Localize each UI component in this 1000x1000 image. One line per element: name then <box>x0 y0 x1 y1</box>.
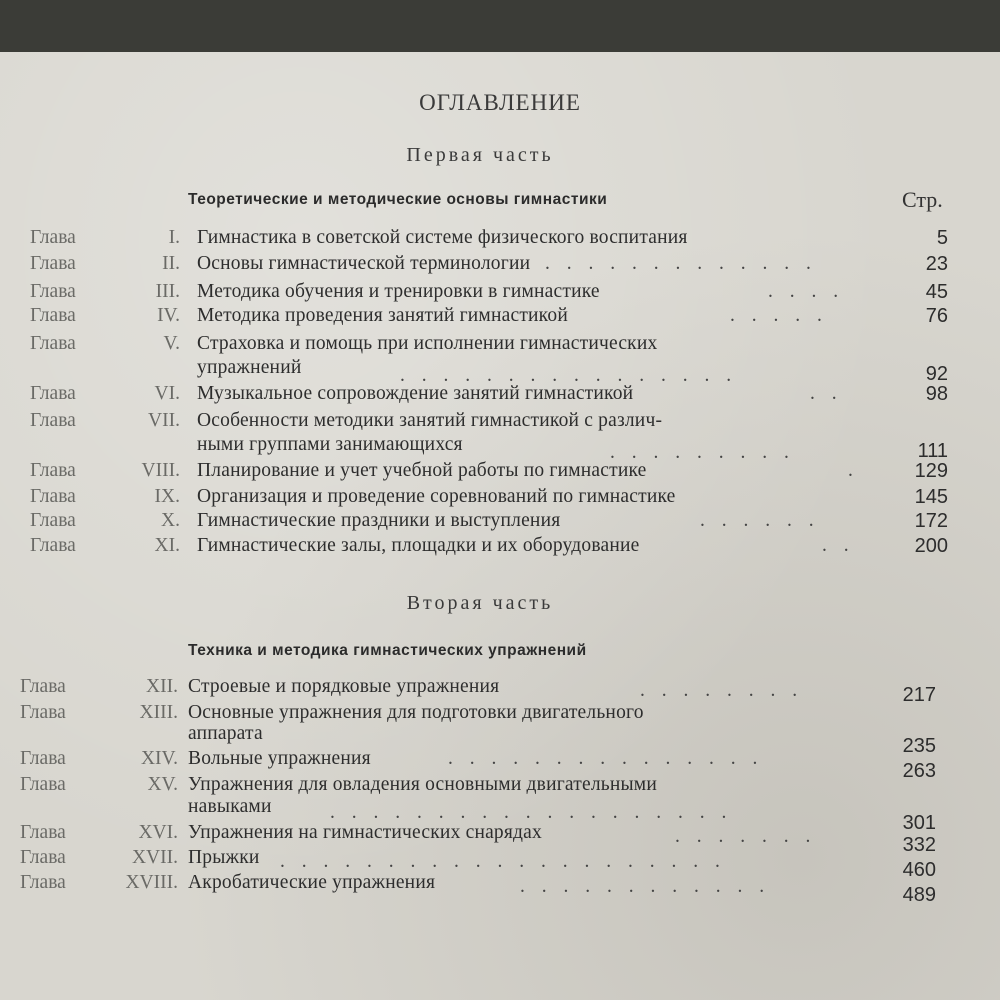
chapter-number: XIII. <box>139 702 178 723</box>
leader-dots: . <box>848 460 859 481</box>
page-number: 332 <box>902 834 936 856</box>
chapter-title: Основные упражнения для подготовки двигательного <box>188 702 644 723</box>
chapter-number: VI. <box>154 383 180 404</box>
page-number: 489 <box>902 884 936 906</box>
chapter-number: XIV. <box>140 748 178 769</box>
chapter-number: VIII. <box>141 460 180 481</box>
chapter-title: Основы гимнастической терминологии <box>197 253 531 274</box>
page-title: ОГЛАВЛЕНИЕ <box>419 90 581 115</box>
chapter-number: XVI. <box>138 822 178 843</box>
page-number: 92 <box>925 363 948 385</box>
chapter-number: IV. <box>157 305 180 326</box>
chapter-label: Глава <box>30 410 76 431</box>
page-number: 76 <box>925 305 948 327</box>
chapter-number: II. <box>162 253 180 274</box>
leader-dots: . . . . . . . . . . . . . . . . . . . . . <box>280 851 726 872</box>
leader-dots: . . . . . . . . . . . . . . . . <box>400 365 738 386</box>
chapter-label: Глава <box>20 748 66 769</box>
chapter-number: XII. <box>146 676 178 697</box>
part2-section-title: Техника и методика гимнастических упражнений <box>188 642 587 659</box>
chapter-label: Глава <box>30 510 76 531</box>
page-number: 301 <box>902 812 936 834</box>
page-number: 200 <box>914 535 948 557</box>
leader-dots: . . <box>822 535 855 556</box>
chapter-label: Глава <box>30 383 76 404</box>
leader-dots: . . . . . . . . . . . . . . . . . . . <box>330 802 733 823</box>
chapter-number: IX. <box>154 486 180 507</box>
chapter-label: Глава <box>30 460 76 481</box>
page-number: 129 <box>914 460 948 482</box>
chapter-title: Акробатические упражнения <box>188 872 436 893</box>
chapter-title: Гимнастические залы, площадки и их оборудование <box>197 535 640 556</box>
leader-dots: . . . . . . . . . <box>610 442 795 463</box>
page-column-label: Стр. <box>902 187 943 212</box>
chapter-label: Глава <box>20 872 66 893</box>
chapter-number: V. <box>163 333 180 354</box>
chapter-title: Музыкальное сопровождение занятий гимнастикой <box>197 383 634 404</box>
chapter-label: Глава <box>30 305 76 326</box>
chapter-number: XI. <box>154 535 180 556</box>
leader-dots: . . . . . . . . . . . . . <box>545 253 817 274</box>
leader-dots: . . . . . . <box>700 510 820 531</box>
page-number: 172 <box>914 510 948 532</box>
page-number: 111 <box>917 440 948 462</box>
book-page <box>0 52 1000 1000</box>
chapter-title: Страховка и помощь при исполнении гимнастических <box>197 333 658 354</box>
chapter-title: Методика проведения занятий гимнастикой <box>197 305 568 326</box>
chapter-title: Организация и проведение соревнований по гимнастике <box>197 486 676 507</box>
page-number: 263 <box>902 760 936 782</box>
leader-dots: . . . . . . . <box>675 826 817 847</box>
chapter-number: XVII. <box>131 847 178 868</box>
chapter-title: Особенности методики занятий гимнастикой с различ- <box>197 410 663 431</box>
chapter-label: Глава <box>30 486 76 507</box>
chapter-number: VII. <box>148 410 180 431</box>
chapter-title: Упражнения на гимнастических снарядах <box>188 822 542 843</box>
chapter-title: Методика обучения и тренировки в гимнастике <box>197 281 600 302</box>
page-number: 98 <box>925 383 948 405</box>
chapter-number: III. <box>155 281 180 302</box>
chapter-title-continuation: навыками <box>188 796 272 817</box>
chapter-label: Глава <box>30 227 76 248</box>
chapter-title-continuation: аппарата <box>188 723 263 744</box>
chapter-title: Строевые и порядковые упражнения <box>188 676 500 697</box>
part1-section-title: Теоретические и методические основы гимнастики <box>188 191 608 208</box>
chapter-label: Глава <box>20 822 66 843</box>
leader-dots: . . . . . . . . <box>640 680 804 701</box>
page-number: 5 <box>936 227 948 249</box>
chapter-number: XVIII. <box>125 872 178 893</box>
page-number: 235 <box>902 735 936 757</box>
chapter-title-continuation: упражнений <box>197 357 302 378</box>
chapter-title: Вольные упражнения <box>188 748 371 769</box>
chapter-title: Прыжки <box>188 847 260 868</box>
part1-heading: Первая часть <box>406 144 554 166</box>
leader-dots: . . . . <box>768 281 845 302</box>
page-number: 460 <box>902 859 936 881</box>
leader-dots: . . . . . . . . . . . . . . . <box>448 748 764 769</box>
chapter-label: Глава <box>30 333 76 354</box>
chapter-number: I. <box>168 227 180 248</box>
leader-dots: . . . . . . . . . . . . <box>520 876 771 897</box>
part2-heading: Вторая часть <box>406 592 554 614</box>
chapter-label: Глава <box>30 281 76 302</box>
chapter-label: Глава <box>30 535 76 556</box>
chapter-number: XV. <box>147 774 178 795</box>
chapter-title: Планирование и учет учебной работы по гимнастике <box>197 460 647 481</box>
chapter-title: Упражнения для овладения основными двигательными <box>188 774 657 795</box>
chapter-label: Глава <box>20 702 66 723</box>
page-number: 217 <box>902 684 936 706</box>
chapter-label: Глава <box>30 253 76 274</box>
leader-dots: . . . . . <box>730 305 828 326</box>
chapter-title: Гимнастические праздники и выступления <box>197 510 561 531</box>
chapter-label: Глава <box>20 847 66 868</box>
chapter-number: X. <box>161 510 180 531</box>
leader-dots: . . <box>810 383 843 404</box>
page-number: 145 <box>914 486 948 508</box>
chapter-label: Глава <box>20 676 66 697</box>
chapter-title: Гимнастика в советской системе физического воспитания <box>197 227 688 248</box>
chapter-label: Глава <box>20 774 66 795</box>
page-number: 45 <box>925 281 948 303</box>
chapter-title-continuation: ными группами занимающихся <box>197 434 463 455</box>
page-number: 23 <box>925 253 948 275</box>
